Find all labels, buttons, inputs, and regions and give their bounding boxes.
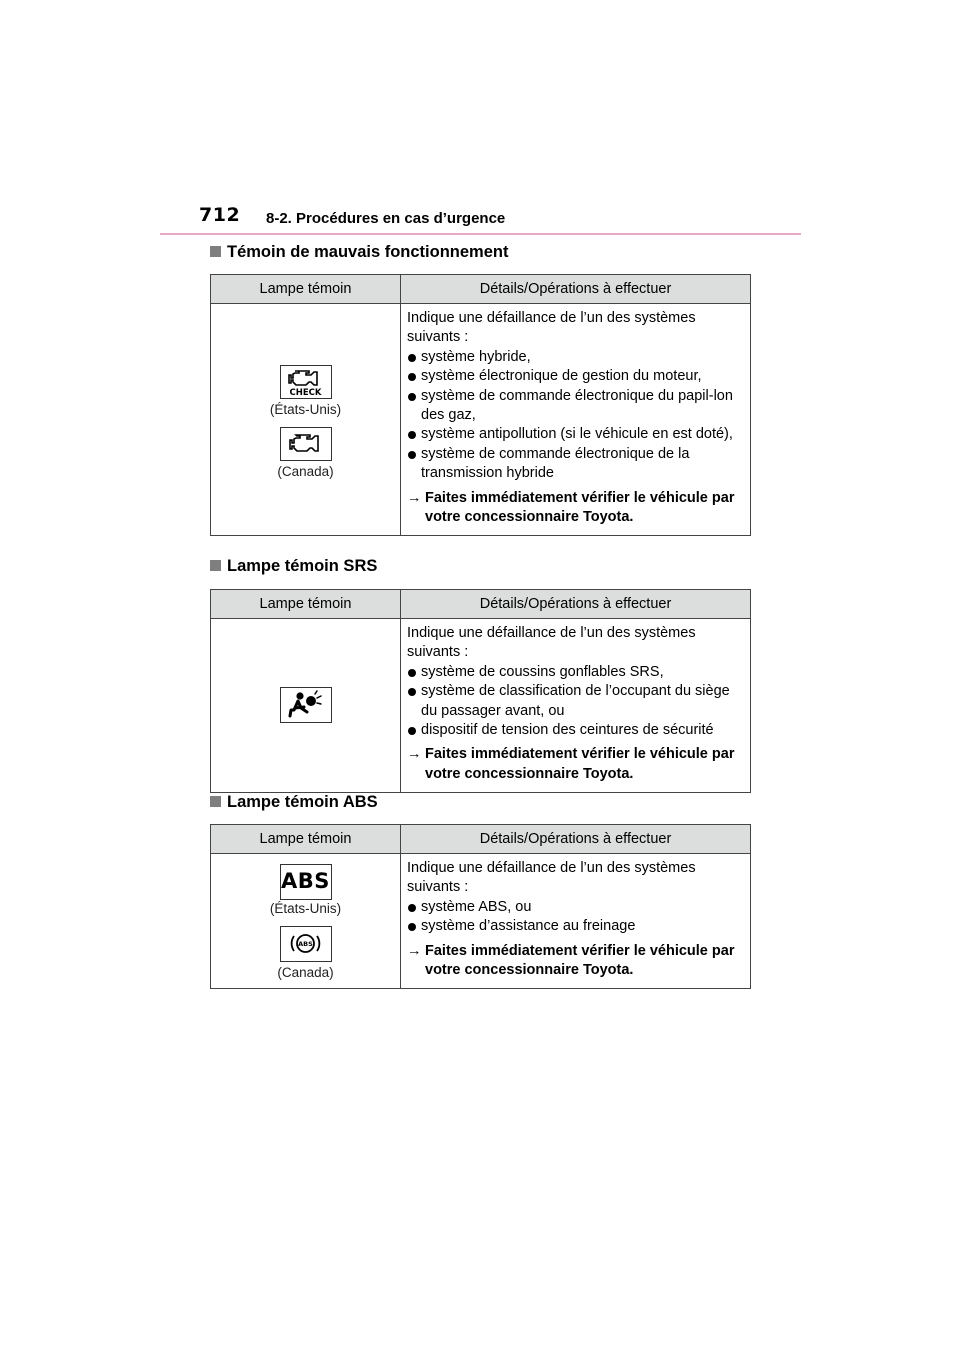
chapter-title: 8-2. Procédures en cas d’urgence (266, 210, 506, 227)
column-header-details: Détails/Opérations à effectuer (401, 825, 751, 854)
list-item-text: dispositif de tension des ceintures de sécurité (421, 722, 714, 739)
bullet-icon (408, 431, 416, 439)
section-heading-malfunction (210, 243, 508, 262)
airbag-occupant-icon (280, 687, 332, 723)
action-note (407, 489, 744, 528)
list-item (407, 898, 744, 917)
bullet-icon (408, 373, 416, 381)
heading-marker (210, 796, 221, 807)
details-intro: Indique une défaillance de l’un des systèmes suivants : (407, 860, 696, 896)
bullet-icon (408, 393, 416, 401)
table-header-row (211, 825, 751, 854)
lamp-caption-us: (États-Unis) (269, 401, 342, 417)
srs-table (210, 589, 751, 793)
heading-marker (210, 246, 221, 257)
section-heading-text: Lampe témoin SRS (227, 557, 378, 575)
list-item (407, 348, 744, 367)
lamp-caption-canada: (Canada) (277, 463, 334, 479)
bullet-icon (408, 688, 416, 696)
table-row (211, 854, 751, 989)
table-row (211, 304, 751, 536)
abs-text-icon: ABS (280, 864, 332, 900)
header-rule (160, 233, 801, 235)
action-note (407, 942, 744, 981)
details-intro: Indique une défaillance de l’un des systèmes suivants : (407, 625, 696, 661)
arrow-icon: → (407, 489, 422, 506)
bullet-icon (408, 354, 416, 362)
section-heading-abs (210, 793, 378, 812)
systems-list (407, 663, 744, 741)
bullet-icon (408, 904, 416, 912)
list-item (407, 917, 744, 936)
details-cell (401, 304, 751, 536)
action-text: Faites immédiatement vérifier le véhicule par votre concessionnaire Toyota. (425, 746, 735, 782)
bullet-icon (408, 727, 416, 735)
list-item (407, 387, 744, 426)
list-item (407, 721, 744, 740)
engine-icon (280, 427, 332, 461)
lamp-caption-canada: (Canada) (277, 965, 334, 981)
list-item-text: système ABS, ou (421, 898, 532, 915)
abs-table (210, 824, 751, 989)
bullet-icon (408, 923, 416, 931)
section-heading-text: Témoin de mauvais fonctionnement (227, 243, 509, 261)
section-heading-srs (210, 557, 377, 576)
column-header-details: Détails/Opérations à effectuer (401, 590, 751, 619)
details-cell (401, 854, 751, 989)
malfunction-table (210, 274, 751, 536)
systems-list (407, 348, 744, 484)
list-item (407, 682, 744, 721)
bullet-icon (408, 451, 416, 459)
list-item (407, 425, 744, 444)
lamp-cell (211, 619, 401, 793)
check-engine-icon (280, 365, 332, 399)
table-row (211, 619, 751, 793)
details-intro: Indique une défaillance de l’un des systèmes suivants : (407, 310, 696, 346)
column-header-lamp: Lampe témoin (211, 590, 401, 619)
list-item-text: système d’assistance au freinage (421, 918, 636, 935)
table-header-row (211, 590, 751, 619)
lamp-cell (211, 304, 401, 536)
list-item-text: système de commande électronique du papil-lon des gaz, (421, 387, 733, 424)
abs-circle-icon-text: ABS (298, 940, 313, 949)
bullet-icon (408, 669, 416, 677)
systems-list (407, 898, 744, 937)
list-item (407, 445, 744, 484)
list-item-text: système électronique de gestion du moteur, (421, 368, 702, 385)
action-text: Faites immédiatement vérifier le véhicule par votre concessionnaire Toyota. (425, 942, 735, 979)
details-cell (401, 619, 751, 793)
lamp-caption-us: (États-Unis) (269, 901, 342, 917)
lamp-cell (211, 854, 401, 989)
abs-circle-icon (280, 926, 332, 962)
page-number: 712 (199, 204, 241, 226)
action-note (407, 745, 744, 784)
column-header-lamp: Lampe témoin (211, 275, 401, 304)
table-header-row (211, 275, 751, 304)
column-header-details: Détails/Opérations à effectuer (401, 275, 751, 304)
check-icon-text: CHECK (289, 387, 322, 397)
arrow-icon: → (407, 746, 422, 763)
list-item-text: système de classification de l’occupant du siège du passager avant, ou (421, 683, 730, 719)
list-item (407, 367, 744, 386)
list-item-text: système hybride, (421, 348, 531, 365)
arrow-icon: → (407, 942, 422, 959)
section-heading-text: Lampe témoin ABS (227, 793, 378, 811)
list-item-text: système de coussins gonflables SRS, (421, 663, 664, 680)
list-item-text: système de commande électronique de la transmission hybride (421, 445, 690, 482)
list-item-text: système antipollution (si le véhicule en est doté), (421, 426, 733, 443)
list-item (407, 663, 744, 682)
heading-marker (210, 560, 221, 571)
action-text: Faites immédiatement vérifier le véhicule par votre concessionnaire Toyota. (425, 489, 735, 526)
column-header-lamp: Lampe témoin (211, 825, 401, 854)
